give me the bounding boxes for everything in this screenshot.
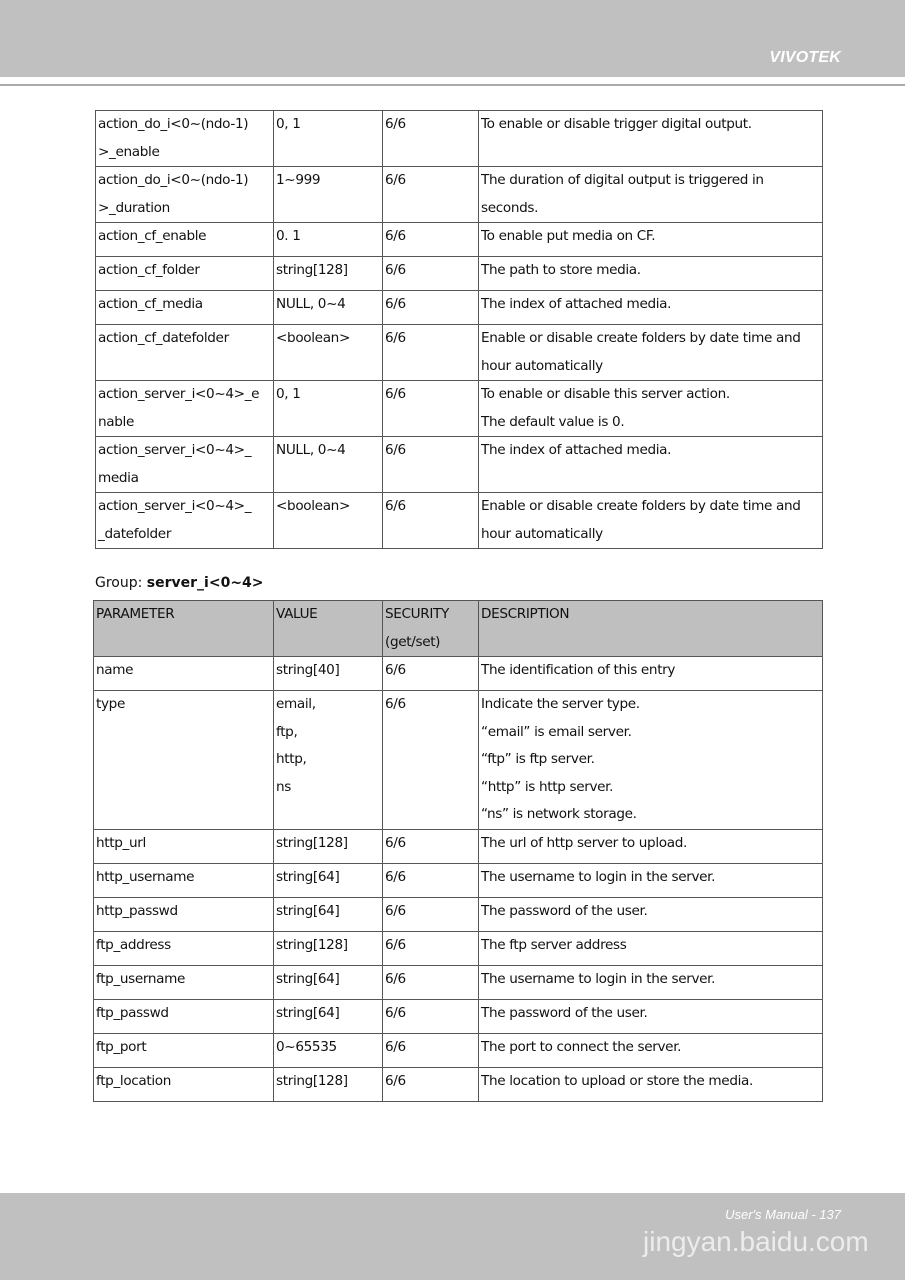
cell-description: The duration of digital output is triggered in seconds. <box>479 167 823 223</box>
cell-parameter: action_server_i<0~4>_e nable <box>96 381 274 437</box>
cell-parameter: ftp_location <box>94 1067 274 1101</box>
header-value: VALUE <box>274 601 383 657</box>
cell-security: 6/6 <box>383 1067 479 1101</box>
cell-parameter: ftp_port <box>94 1033 274 1067</box>
table-row <box>94 931 823 965</box>
table-row <box>96 437 823 493</box>
watermark-url: jingyan.baidu.com <box>643 1226 869 1257</box>
table-row <box>94 999 823 1033</box>
cell-parameter: http_passwd <box>94 897 274 931</box>
cell-description: The location to upload or store the media. <box>479 1067 823 1101</box>
cell-security: 6/6 <box>383 999 479 1033</box>
action-parameters-table <box>95 110 823 549</box>
table-row <box>96 167 823 223</box>
cell-security: 6/6 <box>383 657 479 691</box>
cell-value: 0~65535 <box>274 1033 383 1067</box>
cell-description: Enable or disable create folders by date time and hour automatically <box>479 493 823 549</box>
table-row <box>96 381 823 437</box>
header-security: SECURITY (get/set) <box>383 601 479 657</box>
cell-description: Indicate the server type. “email” is email server. “ftp” is ftp server. “http” is http server. “ns” is network storage. <box>479 691 823 830</box>
cell-description: The index of attached media. <box>479 437 823 493</box>
table-row <box>96 111 823 167</box>
cell-description: The index of attached media. <box>479 291 823 325</box>
cell-security: 6/6 <box>383 863 479 897</box>
cell-security: 6/6 <box>383 381 479 437</box>
cell-value: string[128] <box>274 257 383 291</box>
table-row <box>96 325 823 381</box>
cell-security: 6/6 <box>383 931 479 965</box>
group-heading <box>95 575 264 591</box>
table-row <box>96 223 823 257</box>
group-name: server_i<0~4> <box>146 575 264 591</box>
cell-value: 0. 1 <box>274 223 383 257</box>
cell-parameter: action_server_i<0~4>_ _datefolder <box>96 493 274 549</box>
watermark-logo: Baidu 经验 <box>640 1144 839 1188</box>
table-row <box>96 291 823 325</box>
cell-security: 6/6 <box>383 437 479 493</box>
cell-parameter: action_do_i<0~(ndo-1) >_duration <box>96 167 274 223</box>
group-label: Group: <box>95 575 147 591</box>
cell-description: The url of http server to upload. <box>479 829 823 863</box>
cell-description: The password of the user. <box>479 897 823 931</box>
cell-security: 6/6 <box>383 691 479 830</box>
table-row <box>94 691 823 830</box>
cell-value: string[64] <box>274 965 383 999</box>
cell-description: Enable or disable create folders by date time and hour automatically <box>479 325 823 381</box>
cell-security: 6/6 <box>383 1033 479 1067</box>
cell-description: To enable put media on CF. <box>479 223 823 257</box>
cell-parameter: action_cf_media <box>96 291 274 325</box>
server-parameters-table <box>93 600 823 1102</box>
page-number: User's Manual - 137 <box>725 1207 841 1222</box>
cell-parameter: ftp_username <box>94 965 274 999</box>
cell-description: To enable or disable this server action. The default value is 0. <box>479 381 823 437</box>
cell-parameter: name <box>94 657 274 691</box>
cell-value: <boolean> <box>274 493 383 549</box>
cell-parameter: action_do_i<0~(ndo-1) >_enable <box>96 111 274 167</box>
header-description: DESCRIPTION <box>479 601 823 657</box>
cell-security: 6/6 <box>383 965 479 999</box>
cell-parameter: action_cf_folder <box>96 257 274 291</box>
cell-parameter: action_cf_enable <box>96 223 274 257</box>
table-row <box>94 1033 823 1067</box>
cell-description: The username to login in the server. <box>479 965 823 999</box>
cell-value: <boolean> <box>274 325 383 381</box>
cell-security: 6/6 <box>383 829 479 863</box>
cell-description: The path to store media. <box>479 257 823 291</box>
cell-description: The identification of this entry <box>479 657 823 691</box>
brand-logo: VIVOTEK <box>769 49 841 66</box>
cell-value: email, ftp, http, ns <box>274 691 383 830</box>
cell-value: 0, 1 <box>274 111 383 167</box>
cell-parameter: action_server_i<0~4>_ media <box>96 437 274 493</box>
table-row <box>94 829 823 863</box>
cell-value: string[128] <box>274 829 383 863</box>
cell-description: To enable or disable trigger digital output. <box>479 111 823 167</box>
cell-value: string[64] <box>274 999 383 1033</box>
cell-security: 6/6 <box>383 291 479 325</box>
cell-value: 0, 1 <box>274 381 383 437</box>
cell-description: The username to login in the server. <box>479 863 823 897</box>
cell-security: 6/6 <box>383 257 479 291</box>
cell-description: The port to connect the server. <box>479 1033 823 1067</box>
cell-description: The ftp server address <box>479 931 823 965</box>
table-header-row <box>94 601 823 657</box>
cell-parameter: type <box>94 691 274 830</box>
cell-security: 6/6 <box>383 897 479 931</box>
cell-value: NULL, 0~4 <box>274 291 383 325</box>
cell-security: 6/6 <box>383 223 479 257</box>
cell-parameter: http_url <box>94 829 274 863</box>
cell-value: string[128] <box>274 931 383 965</box>
header-parameter: PARAMETER <box>94 601 274 657</box>
table-row <box>94 1067 823 1101</box>
cell-value: string[128] <box>274 1067 383 1101</box>
cell-value: string[64] <box>274 863 383 897</box>
cell-parameter: ftp_address <box>94 931 274 965</box>
header-divider <box>0 84 905 86</box>
cell-security: 6/6 <box>383 167 479 223</box>
cell-value: 1~999 <box>274 167 383 223</box>
table-row <box>96 493 823 549</box>
cell-value: string[40] <box>274 657 383 691</box>
cell-parameter: action_cf_datefolder <box>96 325 274 381</box>
cell-parameter: ftp_passwd <box>94 999 274 1033</box>
cell-parameter: http_username <box>94 863 274 897</box>
cell-security: 6/6 <box>383 111 479 167</box>
table-row <box>94 897 823 931</box>
table-row <box>96 257 823 291</box>
cell-value: NULL, 0~4 <box>274 437 383 493</box>
cell-description: The password of the user. <box>479 999 823 1033</box>
cell-security: 6/6 <box>383 493 479 549</box>
table-row <box>94 863 823 897</box>
page-header-band <box>0 0 905 77</box>
cell-security: 6/6 <box>383 325 479 381</box>
table-row <box>94 657 823 691</box>
cell-value: string[64] <box>274 897 383 931</box>
table-row <box>94 965 823 999</box>
